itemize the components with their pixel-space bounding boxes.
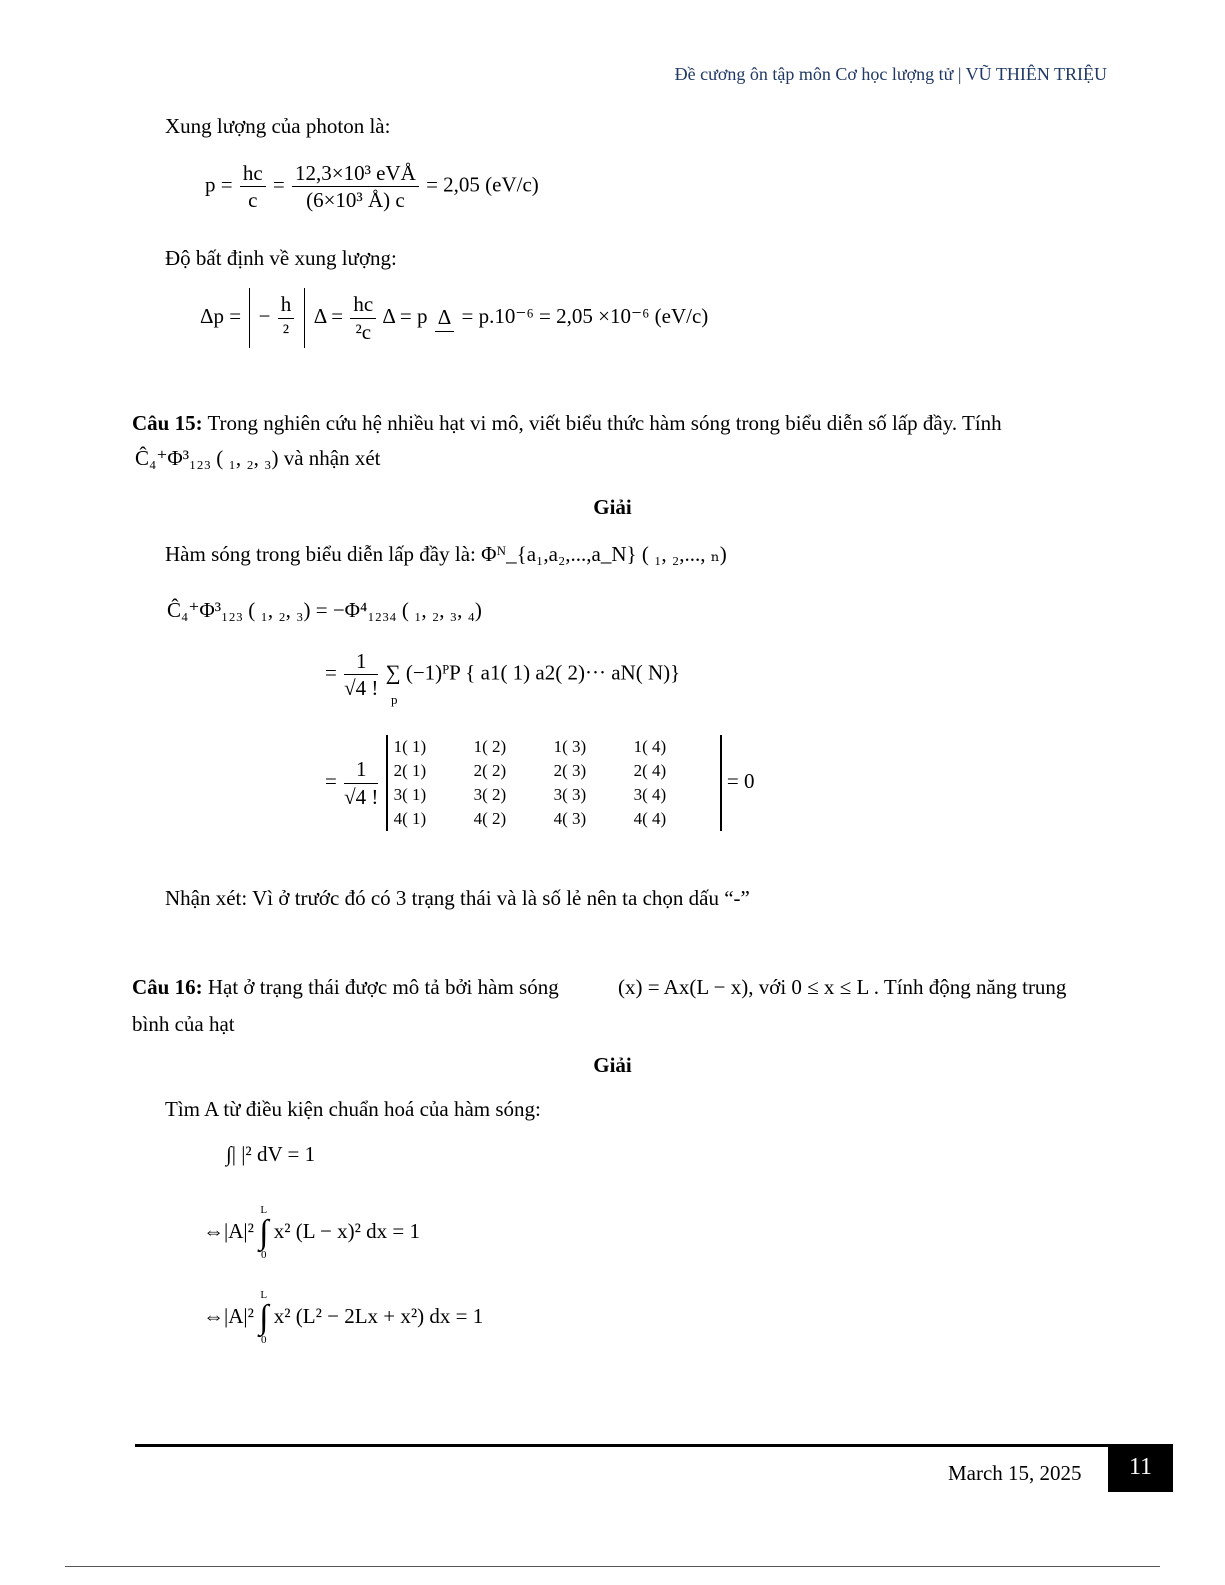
paragraph-uncertainty: Độ bất định về xung lượng: bbox=[165, 246, 397, 270]
footer-date: March 15, 2025 bbox=[948, 1461, 1082, 1485]
equation-creation-op: Ĉ₄⁺Φ³₁₂₃ ( ₁, ₂, ₃) = −Φ⁴₁₂₃₄ ( ₁, ₂, ₃, ₄) bbox=[167, 598, 482, 622]
question-16: Câu 16: Hạt ở trạng thái được mô tả bởi hàm sóng bbox=[132, 975, 559, 999]
paragraph-photon-momentum: Xung lượng của photon là: bbox=[165, 114, 391, 138]
question-15: Câu 15: Trong nghiên cứu hệ nhiều hạt vi mô, viết biểu thức hàm sóng trong biểu diễn số lấp đầy. Tính bbox=[132, 411, 1002, 435]
running-header: Đề cương ôn tập môn Cơ học lượng tử | VŨ THIÊN TRIỆU bbox=[674, 64, 1107, 84]
equation-integral-2: ⇔|A|² L ∫ 0 x² (L² − 2Lx + x²) dx = 1 bbox=[203, 1289, 484, 1346]
slater-determinant: 1( 1) 1( 2) 1( 3) 1( 4) 2( 1) 2( 2) 2( 3) 2( 4) 3( 1) 3( 2) 3( 3) 3( 4) 4( 1) 4( 2) 4( 3) 4( 4) bbox=[386, 735, 722, 831]
equation-uncertainty: Δp = − $\frac{h}{\text{²}}$ Δ = $\frac{hc}{\text{²c}}$ Δ = p Δ = p.10⁻⁶ = 2,05 ×10⁻⁶ (eV/c) bbox=[200, 288, 708, 348]
paragraph-normalization: Tìm A từ điều kiện chuẩn hoá của hàm sóng: bbox=[165, 1097, 541, 1121]
page-number: 11 bbox=[1108, 1444, 1173, 1492]
question-15-cont: Ĉ₄⁺Φ³₁₂₃ ( ₁, ₂, ₃) và nhận xét bbox=[135, 446, 381, 470]
solution-heading-15: Giải bbox=[593, 495, 632, 519]
equation-integral-1: ⇔|A|² L ∫ 0 x² (L − x)² dx = 1 bbox=[203, 1204, 421, 1261]
question-16-math: (x) = Ax(L − x), với 0 ≤ x ≤ L . Tính động năng trung bbox=[618, 975, 1067, 999]
equation-determinant: = $\frac{1}{√4 !}$ 1( 1) 1( 2) 1( 3) 1( 4) 2( 1) 2( 2) 2( 3) 2( 4) 3( 1) 3( 2) 3( 3) 3( 4) 4( 1) 4( 2) 4( 3) 4( 4) = 0 bbox=[325, 735, 754, 831]
footer-rule bbox=[135, 1444, 1110, 1447]
equation-normalization: ∫| |² dV = 1 bbox=[226, 1142, 316, 1166]
equation-sum: = $\frac{1}{√4 !}$ ∑ (−1)ᴾP { a1( 1) a2( 2)··· aN( N)} p bbox=[325, 649, 681, 707]
paragraph-remark: Nhận xét: Vì ở trước đó có 3 trạng thái và là số lẻ nên ta chọn dấu “-” bbox=[165, 886, 750, 910]
page-edge-rule bbox=[65, 1566, 1160, 1567]
question-16-cont: bình của hạt bbox=[132, 1012, 235, 1036]
equation-momentum: p = $\frac{hc}{c}$ = $\frac{\text{12,3×10³ eVÅ}}{\text{(6×10³ Å) c}}$ = 2,05 (eV/c) bbox=[205, 161, 539, 213]
solution-heading-16: Giải bbox=[593, 1053, 632, 1077]
paragraph-wavefunction: Hàm sóng trong biểu diễn lấp đầy là: Φᴺ_{a₁,a₂,...,a_N} ( ₁, ₂,..., ₙ) bbox=[165, 542, 727, 566]
